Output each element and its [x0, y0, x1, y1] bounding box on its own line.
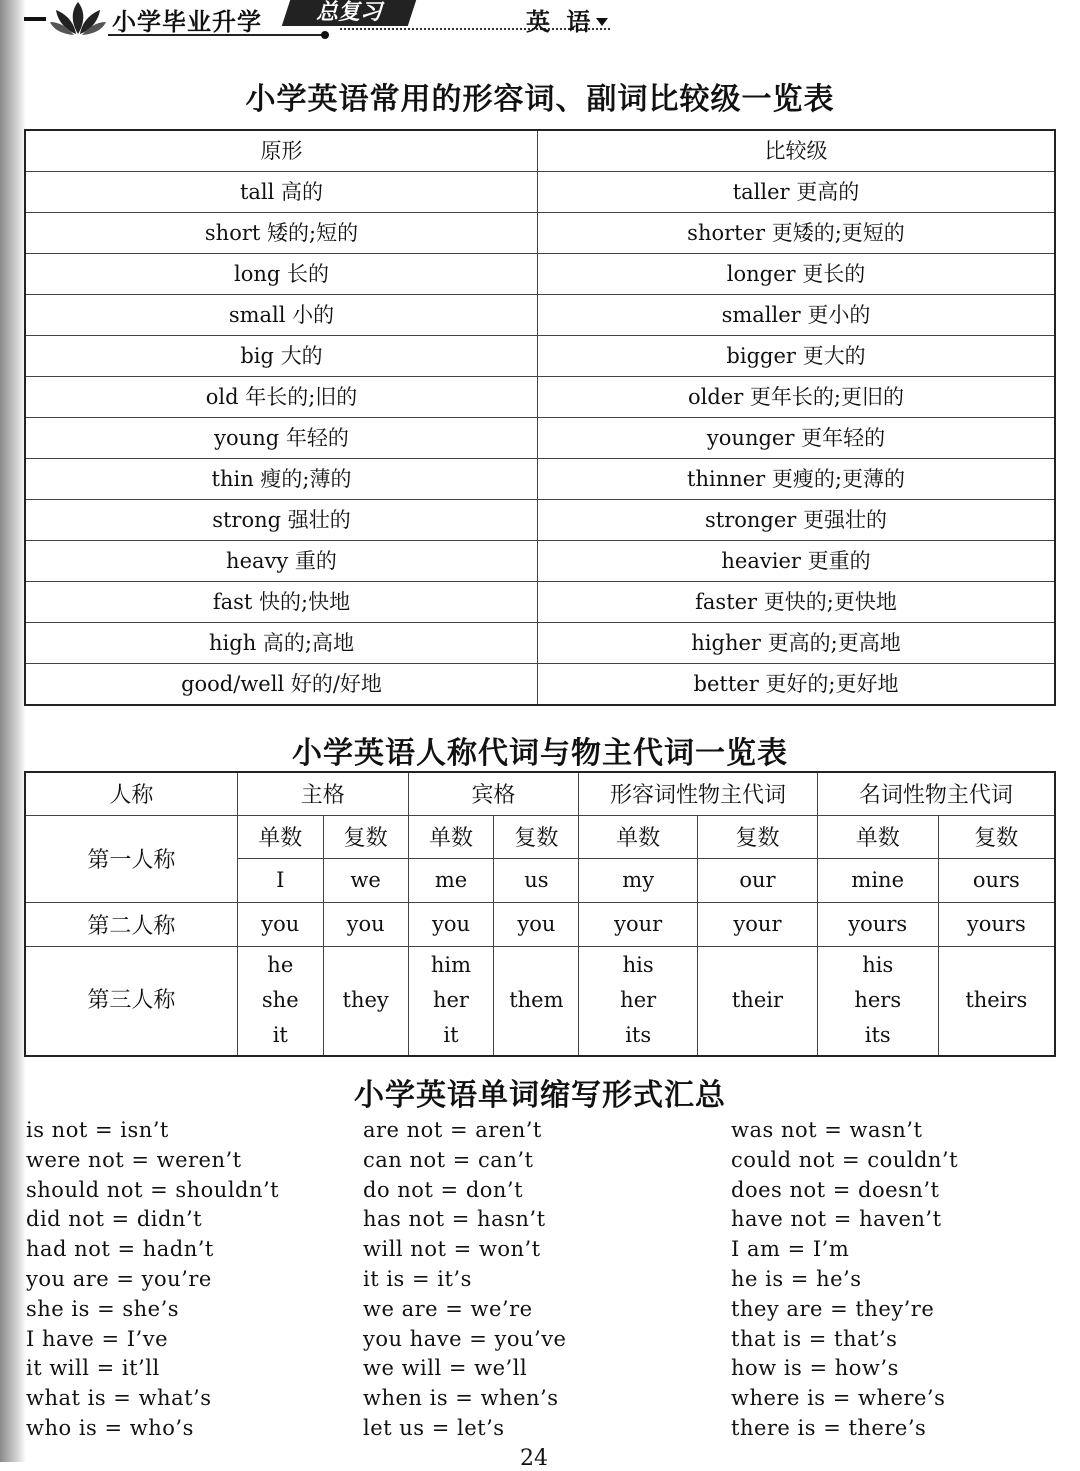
pronoun-item: his [622, 953, 654, 978]
comparative-cell: bigger 更大的 [538, 336, 1056, 377]
pronoun-cell: I [237, 858, 323, 902]
header-adjective-possessive: 形容词性物主代词 [579, 772, 818, 815]
base-form-cell: tall 高的 [25, 172, 538, 213]
table-row [25, 213, 1055, 254]
comparative-cell: stronger 更强壮的 [538, 500, 1056, 541]
header-objective: 宾格 [408, 772, 579, 815]
comparative-cell: smaller 更小的 [538, 295, 1056, 336]
contraction-item: we are = we’re [363, 1296, 533, 1321]
header-dot [321, 31, 329, 39]
triangle-down-icon [596, 18, 608, 26]
header-bar [24, 17, 46, 21]
base-form-cell: strong 强壮的 [25, 500, 538, 541]
contraction-item: did not = didn’t [26, 1207, 203, 1232]
comparative-cell: faster 更快的;更快地 [538, 582, 1056, 623]
header-comparative: 比较级 [538, 130, 1056, 172]
pronoun-cell: yours [938, 902, 1055, 946]
contraction-item: were not = weren’t [26, 1147, 242, 1172]
contraction-item: he is = he’s [731, 1266, 862, 1291]
comparatives-table [24, 129, 1056, 706]
contraction-item: you are = you’re [26, 1266, 212, 1291]
contraction-item: had not = hadn’t [26, 1237, 214, 1262]
table-row [25, 418, 1055, 459]
number-header: 复数 [323, 815, 408, 858]
contraction-item: that is = that’s [731, 1326, 898, 1351]
contraction-item: they are = they’re [731, 1296, 935, 1321]
table-row [25, 254, 1055, 295]
comparative-cell: better 更好的;更好地 [538, 664, 1056, 706]
pronoun-cell: your [698, 902, 818, 946]
table-row [25, 582, 1055, 623]
contraction-item: has not = hasn’t [363, 1207, 546, 1232]
pronoun-item: hers [854, 988, 902, 1013]
header-underline [108, 34, 326, 36]
contractions-list [0, 1116, 1080, 1440]
pronoun-cell: my [579, 858, 698, 902]
comparatives-title: 小学英语常用的形容词、副词比较级一览表 [245, 82, 835, 117]
pronoun-cell: your [579, 902, 698, 946]
number-header: 单数 [579, 815, 698, 858]
pronoun-cell: mine [817, 858, 938, 902]
pronoun-cell-stack [408, 946, 494, 1056]
second-person-label: 第二人称 [25, 902, 237, 946]
pronouns-table [24, 771, 1056, 1057]
contraction-item: should not = shouldn’t [26, 1177, 280, 1202]
pronoun-item: his [862, 953, 894, 978]
contractions-column-3 [731, 1116, 958, 1444]
comparative-cell: older 更年长的;更旧的 [538, 377, 1056, 418]
pronoun-cell: their [698, 946, 818, 1056]
pronoun-item: its [625, 1023, 652, 1048]
contraction-item: let us = let’s [363, 1415, 505, 1440]
pronoun-item: it [272, 1023, 288, 1048]
review-badge [282, 0, 416, 26]
contraction-item: do not = don’t [363, 1177, 524, 1202]
contraction-item: does not = doesn’t [731, 1177, 940, 1202]
pronoun-cell: theirs [938, 946, 1055, 1056]
header-subjective: 主格 [237, 772, 408, 815]
number-header: 单数 [408, 815, 494, 858]
pronoun-cell: us [494, 858, 579, 902]
third-person-label: 第三人称 [25, 946, 237, 1056]
number-header: 单数 [817, 815, 938, 858]
contraction-item: you have = you’ve [363, 1326, 567, 1351]
pronoun-cell: they [323, 946, 408, 1056]
first-person-label: 第一人称 [25, 815, 237, 902]
contraction-item: there is = there’s [731, 1415, 927, 1440]
base-form-cell: small 小的 [25, 295, 538, 336]
contraction-item: it is = it’s [363, 1266, 472, 1291]
pronoun-cell-stack [579, 946, 698, 1056]
pronoun-item: its [864, 1023, 891, 1048]
table-row [25, 172, 1055, 213]
base-form-cell: good/well 好的/好地 [25, 664, 538, 706]
pronoun-item: her [432, 988, 469, 1013]
pronoun-cell: them [494, 946, 579, 1056]
table-row [25, 295, 1055, 336]
contraction-item: was not = wasn’t [731, 1118, 923, 1142]
contraction-item: can not = can’t [363, 1147, 534, 1172]
pronoun-cell: you [237, 902, 323, 946]
contractions-title: 小学英语单词缩写形式汇总 [354, 1078, 726, 1113]
pronoun-cell: me [408, 858, 494, 902]
pronoun-cell: yours [817, 902, 938, 946]
number-header: 单数 [237, 815, 323, 858]
contraction-item: how is = how’s [731, 1356, 899, 1381]
comparative-cell: longer 更长的 [538, 254, 1056, 295]
pronoun-item: her [620, 988, 657, 1013]
pronoun-cell: you [323, 902, 408, 946]
contraction-item: could not = couldn’t [731, 1147, 959, 1172]
base-form-cell: long 长的 [25, 254, 538, 295]
table-row [25, 664, 1055, 706]
comparative-cell: higher 更高的;更高地 [538, 623, 1056, 664]
contraction-item: have not = haven’t [731, 1207, 942, 1232]
contraction-item: when is = when’s [363, 1386, 559, 1411]
comparative-cell: heavier 更重的 [538, 541, 1056, 582]
book-series-title: 小学毕业升学 [112, 8, 262, 36]
base-form-cell: young 年轻的 [25, 418, 538, 459]
number-header: 复数 [698, 815, 818, 858]
contraction-item: are not = aren’t [363, 1118, 542, 1142]
pronoun-cell: you [494, 902, 579, 946]
pronoun-item: it [443, 1023, 459, 1048]
subject-label: 英 语 [526, 8, 595, 36]
contraction-item: I have = I’ve [26, 1326, 169, 1351]
review-badge-label: 总复习 [315, 0, 382, 25]
base-form-cell: short 矮的;短的 [25, 213, 538, 254]
table-row [25, 541, 1055, 582]
table-row [25, 336, 1055, 377]
pronoun-cell-stack [237, 946, 323, 1056]
contraction-item: is not = isn’t [26, 1118, 169, 1142]
pronoun-cell: we [323, 858, 408, 902]
header-person: 人称 [25, 772, 237, 815]
header-noun-possessive: 名词性物主代词 [817, 772, 1055, 815]
comparative-cell: younger 更年轻的 [538, 418, 1056, 459]
pronouns-title: 小学英语人称代词与物主代词一览表 [292, 736, 788, 771]
table-row [25, 623, 1055, 664]
contractions-column-2 [363, 1116, 567, 1444]
contraction-item: we will = we’ll [363, 1356, 528, 1381]
table-row [25, 500, 1055, 541]
contraction-item: I am = I’m [731, 1237, 850, 1262]
page-header [0, 0, 1080, 44]
contraction-item: it will = it’ll [26, 1356, 160, 1381]
contraction-item: will not = won’t [363, 1237, 541, 1262]
contraction-item: she is = she’s [26, 1296, 180, 1321]
contractions-column-1 [26, 1116, 279, 1444]
contraction-item: where is = where’s [731, 1386, 946, 1411]
comparative-cell: taller 更高的 [538, 172, 1056, 213]
comparative-cell: shorter 更矮的;更短的 [538, 213, 1056, 254]
page-number: 24 [520, 1446, 548, 1471]
pronoun-item: she [261, 988, 299, 1013]
base-form-cell: big 大的 [25, 336, 538, 377]
table-row [25, 377, 1055, 418]
contraction-item: what is = what’s [26, 1386, 212, 1411]
pronoun-cell-stack [817, 946, 938, 1056]
header-base-form: 原形 [25, 130, 538, 172]
contraction-item: who is = who’s [26, 1415, 194, 1440]
pronoun-cell: you [408, 902, 494, 946]
base-form-cell: fast 快的;快地 [25, 582, 538, 623]
number-header: 复数 [938, 815, 1055, 858]
number-header: 复数 [494, 815, 579, 858]
pronoun-item: him [430, 953, 472, 978]
base-form-cell: heavy 重的 [25, 541, 538, 582]
comparative-cell: thinner 更瘦的;更薄的 [538, 459, 1056, 500]
base-form-cell: thin 瘦的;薄的 [25, 459, 538, 500]
leaf-logo-icon [50, 0, 106, 36]
pronoun-cell: our [698, 858, 818, 902]
pronoun-item: he [267, 953, 294, 978]
table-row [25, 459, 1055, 500]
base-form-cell: old 年长的;旧的 [25, 377, 538, 418]
base-form-cell: high 高的;高地 [25, 623, 538, 664]
pronoun-cell: ours [938, 858, 1055, 902]
